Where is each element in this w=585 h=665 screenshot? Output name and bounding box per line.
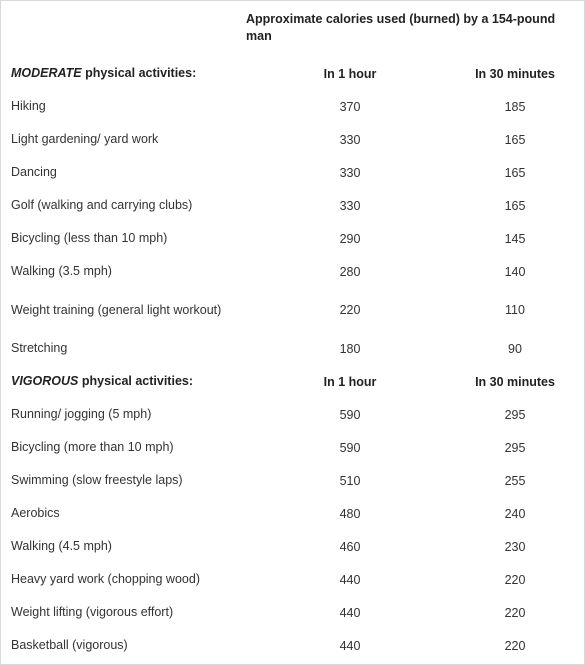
table-row — [1, 189, 584, 222]
section-header-row-moderate — [1, 57, 584, 90]
calories-per-hour: 590 — [339, 440, 361, 455]
calories-per-hour: 290 — [339, 231, 361, 246]
table-row — [1, 530, 584, 563]
table-row — [1, 90, 584, 123]
calories-per-hour: 590 — [339, 407, 361, 422]
table-row — [1, 156, 584, 189]
calories-per-hour: 440 — [339, 638, 361, 653]
calories-per-30-min: 140 — [504, 264, 526, 279]
calories-per-30-min: 90 — [508, 341, 522, 356]
table-row — [1, 563, 584, 596]
table-row — [1, 288, 584, 332]
table-row — [1, 222, 584, 255]
calories-per-hour: 460 — [339, 539, 361, 554]
section-label — [1, 57, 234, 90]
calories-per-hour: 440 — [339, 605, 361, 620]
activity-name: Running/ jogging (5 mph) — [11, 407, 152, 421]
table-row — [1, 596, 584, 629]
activity-name: Heavy yard work (chopping wood) — [11, 572, 200, 586]
section-label — [1, 365, 234, 398]
calories-per-hour: 330 — [339, 165, 361, 180]
calories-per-30-min: 220 — [504, 638, 526, 653]
calories-per-30-min: 220 — [504, 605, 526, 620]
activity-name: Walking (3.5 mph) — [11, 264, 112, 278]
calories-per-hour: 510 — [339, 473, 361, 488]
table-row — [1, 629, 584, 662]
section-category: MODERATE — [11, 66, 82, 80]
calories-per-hour: 330 — [339, 198, 361, 213]
calories-per-30-min: 145 — [504, 231, 526, 246]
col-header-per-hour: In 1 hour — [323, 66, 377, 81]
activity-name: Bicycling (more than 10 mph) — [11, 440, 174, 454]
col-header-per-30: In 30 minutes — [475, 66, 555, 81]
table-row — [1, 123, 584, 156]
activity-name: Aerobics — [11, 506, 60, 520]
table-row — [1, 464, 584, 497]
table-row — [1, 398, 584, 431]
calories-per-hour: 220 — [339, 303, 361, 317]
header-empty-cell — [1, 1, 234, 57]
calories-per-30-min: 230 — [504, 539, 526, 554]
activity-name: Stretching — [11, 341, 68, 355]
calories-per-hour: 330 — [339, 132, 361, 147]
calories-per-hour: 480 — [339, 506, 361, 521]
calories-per-30-min: 295 — [504, 407, 526, 422]
table-row — [1, 332, 584, 365]
activity-name: Dancing — [11, 165, 57, 179]
activity-name: Weight lifting (vigorous effort) — [11, 605, 174, 619]
activity-name: Light gardening/ yard work — [11, 132, 159, 146]
calories-per-30-min: 220 — [504, 572, 526, 587]
calorie-table — [1, 1, 584, 662]
calories-per-30-min: 240 — [504, 506, 526, 521]
col-header-per-hour: In 1 hour — [323, 374, 377, 389]
calories-per-30-min: 110 — [505, 303, 525, 317]
column-group-title: Approximate calories used (burned) by a 154-pound man — [246, 12, 556, 43]
col-header-per-30: In 30 minutes — [475, 374, 555, 389]
calories-per-30-min: 255 — [504, 473, 526, 488]
section-header-row-vigorous — [1, 365, 584, 398]
calories-per-hour: 180 — [339, 341, 361, 356]
calories-per-hour: 280 — [339, 264, 361, 279]
section-category: VIGOROUS — [11, 374, 79, 388]
activity-name: Basketball (vigorous) — [11, 638, 128, 652]
calories-per-hour: 370 — [339, 99, 361, 114]
activity-name: Weight training (general light workout) — [11, 302, 222, 317]
activity-name: Swimming (slow freestyle laps) — [11, 473, 183, 487]
calories-per-30-min: 295 — [504, 440, 526, 455]
calories-per-hour: 440 — [339, 572, 361, 587]
activity-name: Golf (walking and carrying clubs) — [11, 198, 193, 212]
table-row — [1, 497, 584, 530]
table-row — [1, 431, 584, 464]
section-label-suffix: physical activities: — [81, 66, 197, 80]
section-label-suffix: physical activities: — [78, 374, 194, 388]
activity-name: Bicycling (less than 10 mph) — [11, 231, 168, 245]
calories-per-30-min: 185 — [504, 99, 526, 114]
activity-name: Hiking — [11, 99, 46, 113]
calorie-table-body — [1, 1, 584, 662]
table-header-row — [1, 1, 584, 57]
activity-name: Walking (4.5 mph) — [11, 539, 112, 553]
table-row — [1, 255, 584, 288]
calories-per-30-min: 165 — [504, 132, 526, 147]
calories-per-30-min: 165 — [504, 198, 526, 213]
calories-per-30-min: 165 — [504, 165, 526, 180]
